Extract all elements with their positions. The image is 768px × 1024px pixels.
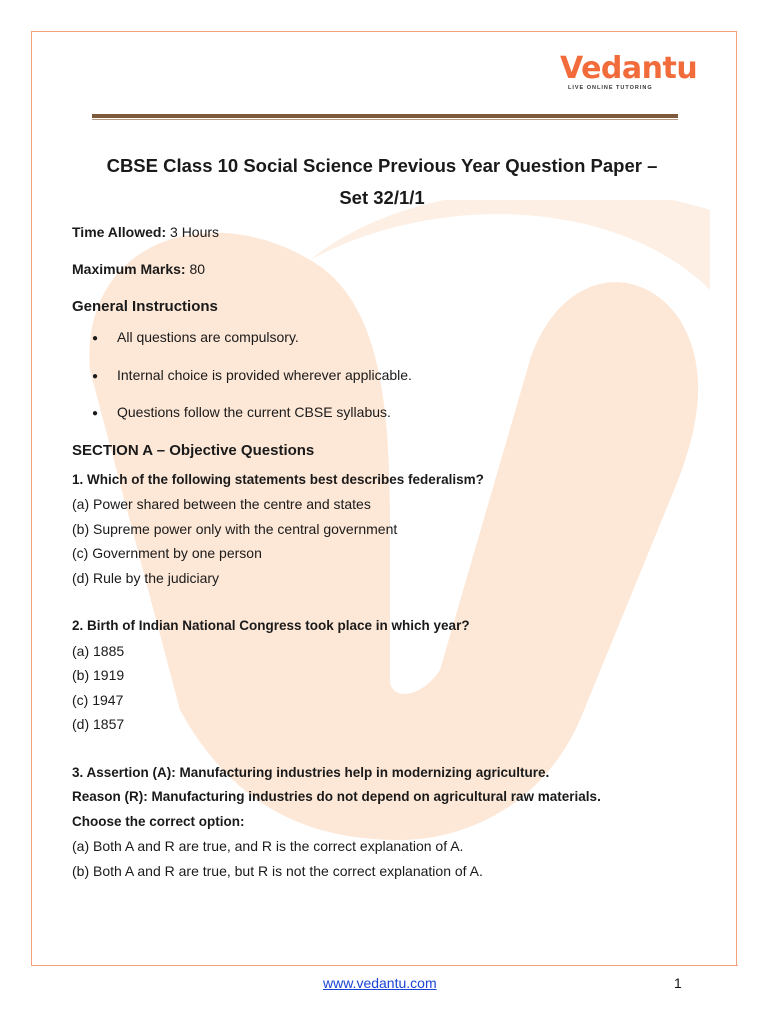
time-allowed-label: Time Allowed: (72, 224, 167, 240)
question-2-option-b: (b) 1919 (72, 667, 125, 683)
question-1 (72, 468, 692, 591)
question-1-option-a: (a) Power shared between the centre and states (72, 496, 371, 512)
instruction-item: ● Questions follow the current CBSE syllabus. (72, 404, 692, 424)
question-2-option-c: (c) 1947 (72, 691, 124, 708)
logo-wordmark: Vedantu (560, 51, 698, 86)
question-1-text: 1. Which of the following statements best describes federalism? (72, 471, 484, 487)
time-allowed (72, 224, 692, 244)
question-3-option-a: (a) Both A and R are true, and R is the correct explanation of A. (72, 838, 464, 854)
instruction-item: ● Internal choice is provided wherever applicable. (72, 367, 692, 387)
question-1-option-c: (c) Government by one person (72, 545, 262, 561)
question-3-assertion: 3. Assertion (A): Manufacturing industries help in modernizing agriculture. (72, 764, 550, 780)
title-line-1: CBSE Class 10 Social Science Previous Year Question Paper – (106, 155, 658, 176)
question-2 (72, 614, 692, 737)
section-a-heading: SECTION A – Objective Questions (72, 441, 315, 459)
question-3 (72, 761, 692, 884)
logo-tagline: LIVE ONLINE TUTORING (568, 85, 653, 91)
title-line-2: Set 32/1/1 (339, 187, 425, 208)
maximum-marks-label: Maximum Marks: (72, 261, 186, 277)
header-divider-thin (92, 119, 678, 120)
vedantu-logo (560, 51, 698, 91)
exam-meta (72, 224, 692, 281)
document-title (72, 150, 692, 214)
maximum-marks (72, 261, 692, 281)
question-3-option-b: (b) Both A and R are true, but R is not the correct explanation of A. (72, 862, 483, 879)
question-2-option-d: (d) 1857 (72, 716, 125, 732)
vedantu-website-link[interactable]: www.vedantu.com (323, 975, 437, 991)
header-divider (92, 114, 678, 118)
question-3-prompt: Choose the correct option: (72, 813, 245, 829)
instruction-item: ● All questions are compulsory. (72, 329, 692, 349)
maximum-marks-value: 80 (189, 261, 206, 277)
document-body (72, 150, 692, 883)
question-2-option-a: (a) 1885 (72, 642, 125, 659)
time-allowed-value: 3 Hours (170, 224, 220, 240)
question-3-reason: Reason (R): Manufacturing industries do not depend on agricultural raw materials. (72, 789, 601, 804)
page-border-bottom (31, 965, 738, 966)
instructions-list (72, 329, 692, 424)
question-1-option-d: (d) Rule by the judiciary (72, 569, 220, 586)
question-2-text: 2. Birth of Indian National Congress took place in which year? (72, 618, 470, 633)
general-instructions-heading: General Instructions (72, 298, 218, 315)
page-number: 1 (674, 975, 682, 991)
question-1-option-b: (b) Supreme power only with the central government (72, 520, 398, 537)
